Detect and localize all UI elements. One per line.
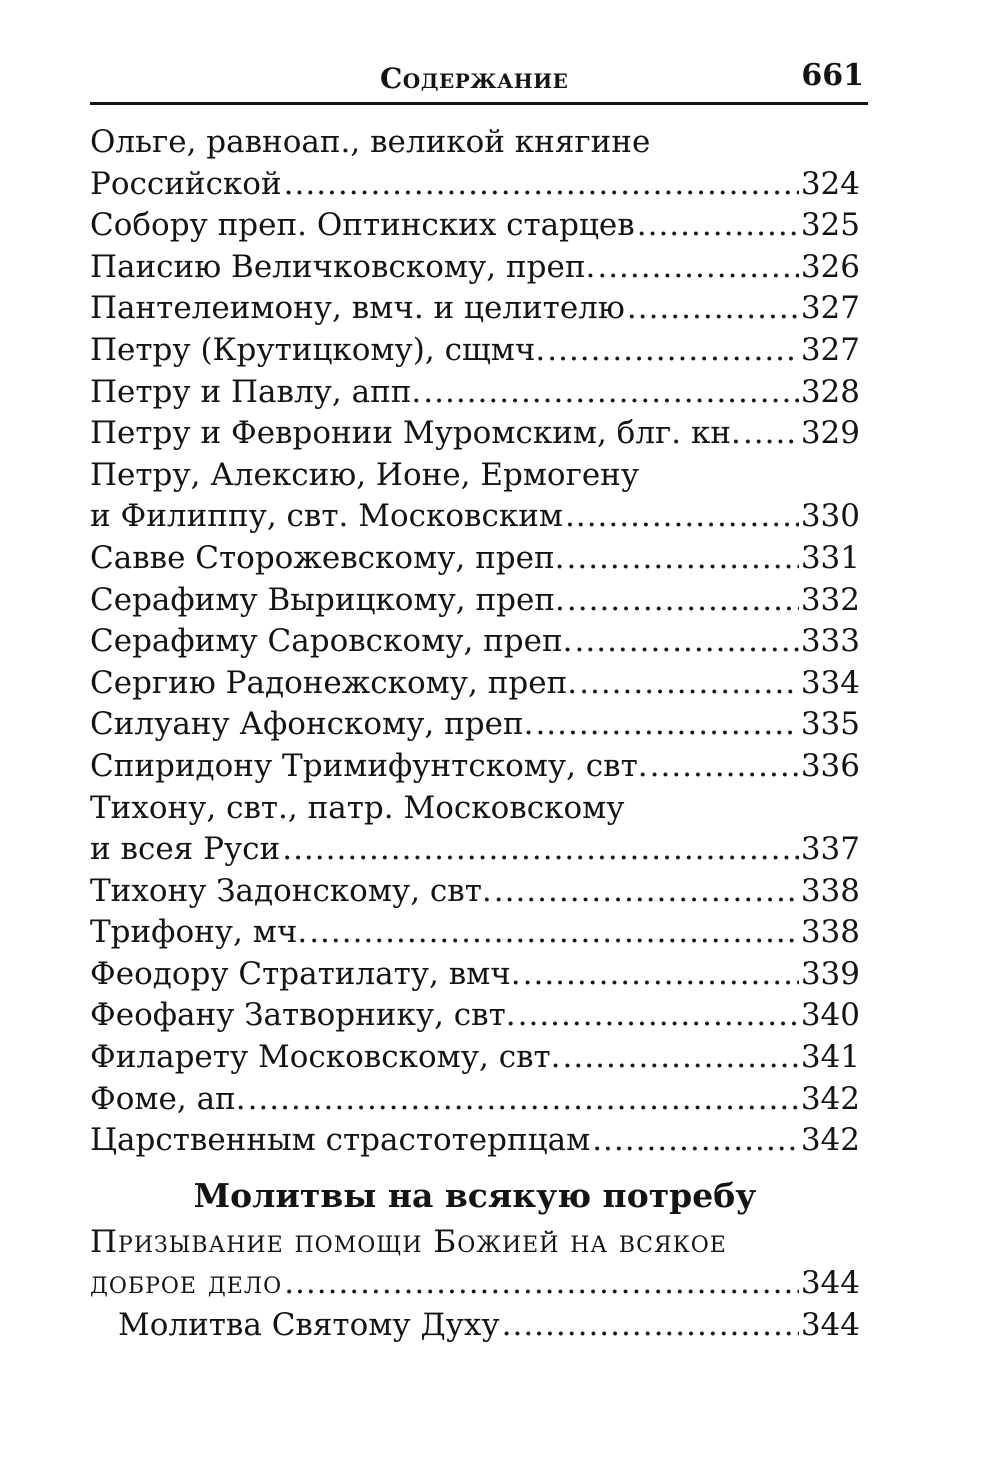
toc-entry-page: 331 <box>800 539 860 576</box>
toc-entry-page: 328 <box>800 373 860 410</box>
dot-leader <box>579 663 799 705</box>
toc-entry <box>90 954 860 996</box>
toc-subentry-title: Молитва Святому Духу <box>118 1307 500 1344</box>
toc-entry-page: 325 <box>800 207 860 244</box>
toc-entry <box>90 496 860 538</box>
toc-group-title: доброе дело <box>90 1265 283 1302</box>
toc-entry <box>90 538 860 580</box>
toc-entry-title: Пантелеимону, вмч. и целителю <box>90 290 625 327</box>
toc-entry <box>90 663 860 705</box>
toc-entry-title: и всея Руси <box>90 831 281 868</box>
dot-leader <box>627 288 799 330</box>
toc-entry-title: Силуану Афонскому, преп. <box>90 706 534 743</box>
toc-entry-title: Савве Сторожевскому, преп. <box>90 539 565 576</box>
dot-leader <box>565 496 799 538</box>
toc-entry-title: Петру и Павлу, апп. <box>90 373 422 410</box>
dot-leader <box>592 1120 799 1162</box>
toc-entry-title: Серафиму Вырицкому, преп. <box>90 581 565 618</box>
toc-entry-page: 337 <box>800 831 860 868</box>
toc-subentry <box>90 1305 860 1347</box>
toc-group-line1: Призывание помощи Божией на всякое <box>90 1223 727 1260</box>
toc-entry-page: 335 <box>800 706 860 743</box>
toc-entry-page: 329 <box>800 415 860 452</box>
dot-leader <box>637 205 799 247</box>
dot-leader <box>309 912 799 954</box>
toc-entry-title: Российской <box>90 165 282 202</box>
toc-entry-page: 327 <box>800 290 860 327</box>
toc-entry <box>90 1079 860 1121</box>
toc-entry-page: 340 <box>800 997 860 1034</box>
dot-leader <box>597 247 798 289</box>
toc-entry <box>90 746 860 788</box>
toc-entry-line1: Ольге, равноап., великой княгине <box>90 124 651 160</box>
toc-entry-page: 336 <box>800 747 860 784</box>
header-title: Содержание <box>380 62 569 95</box>
toc-entry <box>90 580 860 622</box>
running-header <box>90 58 868 105</box>
toc-entry-title: Царственным страстотерпцам <box>90 1122 591 1159</box>
dot-leader <box>650 746 799 788</box>
dot-leader <box>284 164 799 206</box>
toc-entry <box>90 164 860 206</box>
toc-entry <box>90 995 860 1037</box>
dot-leader <box>423 372 799 414</box>
toc-entry-page: 342 <box>800 1122 860 1159</box>
toc-entry-page: 338 <box>800 914 860 951</box>
toc-subentry-page: 344 <box>800 1307 860 1344</box>
toc-entry-page: 338 <box>800 872 860 909</box>
dot-leader <box>502 1305 799 1347</box>
toc-entry-title: Сергию Радонежскому, преп. <box>90 664 578 701</box>
dot-leader <box>282 829 799 871</box>
toc-entry-title: Петру и Февронии Муромским, блг. кн. <box>90 415 741 452</box>
dot-leader <box>494 871 799 913</box>
toc-entry <box>90 912 860 954</box>
toc-entry-title: Фоме, ап. <box>90 1080 246 1117</box>
toc-group-page: 344 <box>800 1265 860 1302</box>
toc-entry-page: 332 <box>800 581 860 618</box>
toc-entry-title: Спиридону Тримифунтскому, свт. <box>90 747 648 784</box>
toc-entry <box>90 1120 860 1162</box>
toc-entry-title: Феофану Затворнику, свт. <box>90 997 516 1034</box>
toc-entry-title: Паисию Величковскому, преп. <box>90 248 596 285</box>
toc-group-entry <box>90 1263 860 1305</box>
dot-leader <box>743 413 799 455</box>
toc-entry <box>90 1037 860 1079</box>
toc-entry-page: 326 <box>800 248 860 285</box>
toc-entry-page: 339 <box>800 955 860 992</box>
toc-entry <box>90 330 860 372</box>
toc-entry-title: Серафиму Саровскому, преп. <box>90 623 573 660</box>
toc-entry-page: 333 <box>800 623 860 660</box>
toc-entry-title: Тихону Задонскому, свт. <box>90 872 492 909</box>
dot-leader <box>284 1263 799 1305</box>
dot-leader <box>575 621 799 663</box>
toc-entry <box>90 621 860 663</box>
toc-entry-page: 342 <box>800 1080 860 1117</box>
dot-leader <box>567 580 799 622</box>
toc-entry <box>90 704 860 746</box>
toc-entry-page: 324 <box>800 165 860 202</box>
toc-entry <box>90 288 860 330</box>
toc-entry-line1: Тихону, свт., патр. Московскому <box>90 789 625 826</box>
dot-leader <box>535 704 798 746</box>
toc-entry-page: 327 <box>800 331 860 368</box>
toc-entry-title: Феодору Стратилату, вмч. <box>90 955 521 992</box>
dot-leader <box>518 995 799 1037</box>
book-page <box>90 0 868 1466</box>
toc-entry <box>90 205 860 247</box>
toc-entry <box>90 247 860 289</box>
toc-entry-page: 334 <box>800 664 860 701</box>
toc-entry <box>90 829 860 871</box>
dot-leader <box>523 954 799 996</box>
table-of-contents <box>90 122 860 1347</box>
dot-leader <box>563 1037 799 1079</box>
header-page-number: 661 <box>801 58 864 93</box>
toc-entry-title: и Филиппу, свт. Московским <box>90 498 563 535</box>
toc-entry-title: Петру (Крутицкому), сщмч. <box>90 331 546 368</box>
toc-entry-title: Трифону, мч. <box>90 914 308 951</box>
toc-entry-line1: Петру, Алексию, Ионе, Ермогену <box>90 456 640 493</box>
toc-entry <box>90 372 860 414</box>
dot-leader <box>547 330 799 372</box>
toc-entry <box>90 413 860 455</box>
toc-entry-title: Филарету Московскому, свт. <box>90 1039 561 1076</box>
toc-entry <box>90 871 860 913</box>
dot-leader <box>567 538 799 580</box>
toc-entry-title: Собору преп. Оптинских старцев <box>90 207 635 244</box>
toc-entry-page: 341 <box>800 1039 860 1076</box>
section-heading: Молитвы на всякую потребу <box>193 1175 757 1215</box>
dot-leader <box>248 1079 799 1121</box>
toc-entry-page: 330 <box>800 498 860 535</box>
